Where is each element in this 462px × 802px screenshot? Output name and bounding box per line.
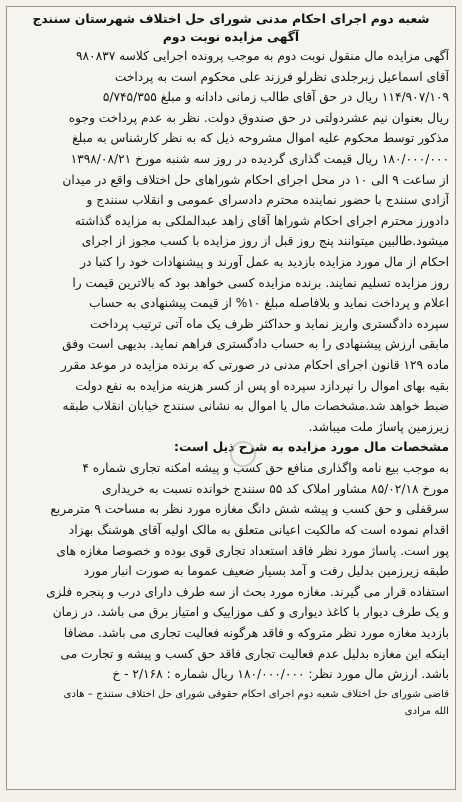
text-line: آگهی مزایده مال منقول نوبت دوم به موجب پرونده اجرایی کلاسه ۹۸۰۸۳۷	[75, 49, 449, 63]
text-line: طبقه زیرزمین بدلیل رفت و آمد بسیار ضعیف عموما به صورت انبار مورد	[83, 564, 449, 579]
text-line: روز مزایده تسلیم نمایند. برنده مزایده کسی خواهد بود که بالاترین قیمت را	[72, 275, 449, 290]
text-line: بقیه بهای اموال را نپردازد سپرده او پس از کسر هزینه مزایده به نفع دولت	[75, 378, 449, 393]
text-line: از ساعت ۹ الی ۱۰ در محل اجرای احکام شوراهای حل اختلاف واقع در میدان	[62, 172, 449, 187]
text-line: سرقفلی و حق کسب و پیشه شش دانگ مغازه مورد نظر به مساحت ۹ مترمربع	[50, 502, 449, 517]
text-line: به موجب بیع نامه واگذاری منافع حق کسب و پیشه امکنه تجاری شماره ۴	[82, 461, 449, 476]
legal-notice	[6, 6, 456, 790]
text-line: اقدام نموده است که مالکیت اعیانی متعلق به مالک اولیه آقای هوشنگ بهزاد	[68, 523, 449, 538]
item-details	[13, 458, 449, 685]
text-line: اعلام و پرداخت نماید و بلافاصله مبلغ ۱۰% از قیمت پیشنهادی به حساب	[89, 296, 449, 311]
notice-body	[13, 46, 449, 437]
text-line: استفاده قرار می گیرند. مغازه مورد بحث از سه طرف دارای درب و پنجره فلزی	[46, 584, 449, 599]
text-line: پور است. پاساژ مورد نظر فاقد استعداد تجاری قوی بوده و خصوصا مغازه های	[56, 543, 449, 558]
text-line: ماده ۱۲۹ قانون اجرای احکام مدنی در صورتی که برنده مزایده در موعد مقرر	[60, 357, 449, 372]
text-line: باشد. ارزش مال مورد نظر: ۱۸۰/۰۰۰/۰۰۰ ریال شماره : ۲/۱۶۸ - خ	[112, 667, 449, 682]
text-line: مابقی ارزش پیشنهادی را به حساب دادگستری فراهم نماید. بدیهی است وفق	[62, 337, 449, 352]
text-line: ریال بعنوان نیم عشردولتی در حق صندوق دولت. نظر به عدم پرداخت وجوه	[68, 110, 449, 125]
text-line: اینکه این مغازه بدلیل عدم فعالیت تجاری فاقد حق کسب و پیشه و تجارت می	[60, 646, 449, 661]
text-line: زیرزمین پاساژ ملت میباشد.	[308, 419, 449, 434]
text-line: دادورز محترم اجرای احکام شوراها آقای زاهد عبدالملکی به مزایده گذاشته	[74, 213, 449, 228]
text-line: مورخ ۸۵/۰۲/۱۸ مشاور املاک کد ۵۵ سنندج خوانده نسبت به خریداری	[101, 481, 449, 496]
notice-subtitle: آگهی مزایده نوبت دوم	[162, 30, 300, 44]
text-line: مذکور توسط محکوم علیه اموال مشروحه ذیل که به نظر کارشناس به مبلغ	[72, 131, 449, 146]
text-line: میشود.طالبین میتوانند پنج روز قبل از روز مزایده با کسب مجوز از اجرای	[81, 234, 449, 249]
text-line: آقای اسماعیل زبرجلدی نظرلو فرزند علی محکوم است به پرداخت	[114, 69, 449, 84]
signature-name: الله مرادی	[404, 705, 449, 717]
notice-title: شعبه دوم اجرای احکام مدنی شورای حل اختلاف شهرستان سنندج	[32, 12, 430, 26]
text-line: سپرده دادگستری واریز نماید و حداکثر ظرف یک ماه آتی ترتیب پرداخت	[89, 316, 449, 331]
text-line: ضبط خواهد شد.مشخصات مال یا اموال به نشانی سنندج خیابان انقلاب طبقه	[62, 399, 449, 414]
text-line: آزادی سنندج با حضور نماینده محترم دادسرای عمومی و انقلاب سنندج و	[86, 193, 449, 208]
signature-line: قاضی شورای حل اختلاف شعبه دوم اجرای احکام حقوقی شورای حل اختلاف سنندج – هادی	[63, 688, 449, 700]
text-line: احکام از مال مورد مزایده بازدید به عمل آورند و پیشنهادات خود را کتبا در	[80, 254, 449, 269]
items-subheading: مشخصات مال مورد مزایده به شرح ذیل است:	[174, 440, 449, 455]
text-line: بازدید مغازه مورد نظر متروکه و فاقد هرگونه فعالیت تجاری می باشد. مضافا	[63, 626, 449, 641]
text-line: ۱۱۴/۹۰۷/۱۰۹ ریال در حق آقای طالب زمانی دادانه و مبلغ ۵/۷۴۵/۳۵۵	[102, 90, 449, 105]
text-line: و یک طرف دیوار با کاغذ دیواری و کف موزاییک و امتیاز برق می باشد. در زمان	[52, 605, 449, 620]
text-line: ۱۸۰/۰۰۰/۰۰۰ ریال قیمت گذاری گردیده در روز سه شنبه مورخ ۱۳۹۸/۰۸/۲۱	[70, 151, 449, 166]
